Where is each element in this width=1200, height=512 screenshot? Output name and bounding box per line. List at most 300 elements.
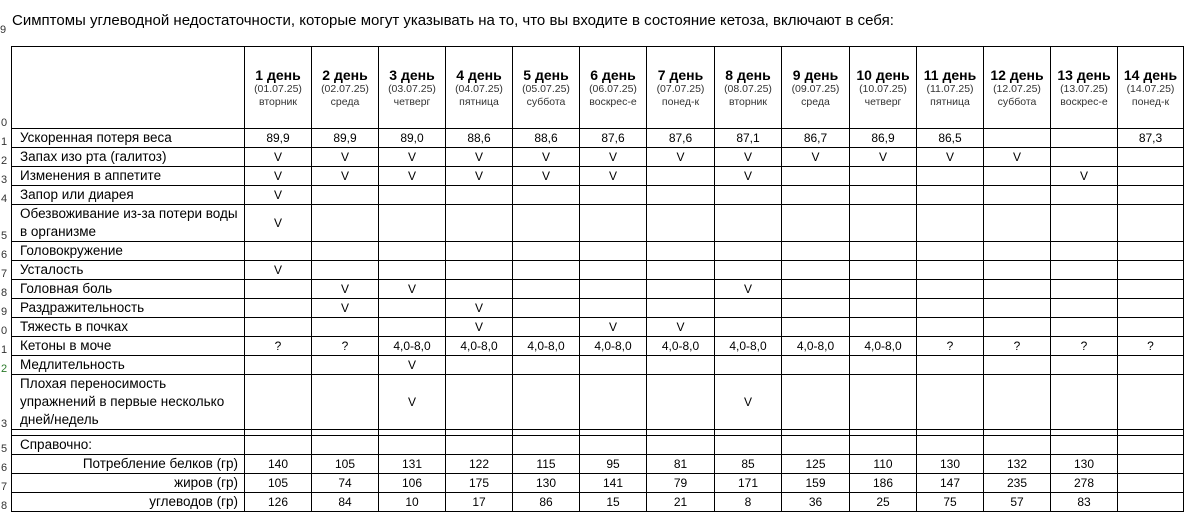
value-cell[interactable]: V xyxy=(513,148,580,167)
value-cell[interactable]: 87,6 xyxy=(647,129,715,148)
value-cell[interactable]: 83 xyxy=(1051,493,1118,512)
value-cell[interactable] xyxy=(1051,299,1118,318)
value-cell[interactable]: 89,0 xyxy=(379,129,446,148)
value-cell[interactable]: V xyxy=(917,148,984,167)
value-cell[interactable]: V xyxy=(312,167,379,186)
value-cell[interactable]: ? xyxy=(1051,337,1118,356)
value-cell[interactable] xyxy=(984,129,1051,148)
row-number: 8 xyxy=(0,493,12,512)
value-cell[interactable] xyxy=(1051,205,1118,242)
value-cell[interactable] xyxy=(1118,186,1184,205)
value-cell[interactable] xyxy=(984,356,1051,375)
value-cell[interactable]: 4,0-8,0 xyxy=(782,337,850,356)
value-cell[interactable]: V xyxy=(379,280,446,299)
value-cell[interactable] xyxy=(312,186,379,205)
value-cell[interactable]: V xyxy=(647,318,715,337)
value-cell[interactable]: 79 xyxy=(647,474,715,493)
value-cell[interactable]: 86,7 xyxy=(782,129,850,148)
day-header-cell[interactable] xyxy=(312,47,379,129)
value-cell[interactable] xyxy=(917,299,984,318)
value-cell[interactable] xyxy=(245,280,312,299)
value-cell[interactable]: 25 xyxy=(850,493,917,512)
day-label: 3 день xyxy=(389,66,435,83)
value-cell[interactable]: V xyxy=(782,148,850,167)
value-cell[interactable] xyxy=(715,261,782,280)
value-cell[interactable] xyxy=(312,261,379,280)
value-cell[interactable] xyxy=(580,280,647,299)
value-cell[interactable]: V xyxy=(312,280,379,299)
value-cell[interactable]: V xyxy=(715,280,782,299)
value-cell[interactable] xyxy=(782,299,850,318)
value-cell[interactable] xyxy=(782,261,850,280)
day-header-cell[interactable] xyxy=(379,47,446,129)
value-cell[interactable] xyxy=(850,318,917,337)
value-cell[interactable]: 4,0-8,0 xyxy=(850,337,917,356)
value-cell[interactable]: V xyxy=(245,167,312,186)
value-cell[interactable] xyxy=(850,280,917,299)
value-cell[interactable] xyxy=(984,299,1051,318)
symptom-label[interactable]: Головокружение xyxy=(12,242,245,261)
day-date: (14.07.25) xyxy=(1126,82,1175,95)
value-cell[interactable] xyxy=(580,299,647,318)
symptom-label[interactable]: Головная боль xyxy=(12,280,245,299)
day-header-cell[interactable] xyxy=(782,47,850,129)
empty-cell[interactable] xyxy=(580,436,647,455)
day-header-cell[interactable] xyxy=(580,47,647,129)
empty-cell[interactable] xyxy=(513,436,580,455)
day-label: 9 день xyxy=(792,66,839,83)
day-label: 7 день xyxy=(657,66,704,83)
day-date: (02.07.25) xyxy=(321,82,369,95)
symptom-label[interactable]: Обезвоживание из-за потери воды в организме xyxy=(12,205,245,242)
value-cell[interactable] xyxy=(647,375,715,430)
value-cell[interactable] xyxy=(984,205,1051,242)
value-cell[interactable]: 4,0-8,0 xyxy=(446,337,513,356)
value-cell[interactable] xyxy=(782,205,850,242)
value-cell[interactable]: V xyxy=(312,148,379,167)
value-cell[interactable]: 132 xyxy=(984,455,1051,474)
value-cell[interactable] xyxy=(513,242,580,261)
value-cell[interactable] xyxy=(1118,280,1184,299)
value-cell[interactable] xyxy=(1051,148,1118,167)
value-cell[interactable]: 75 xyxy=(917,493,984,512)
value-cell[interactable] xyxy=(850,356,917,375)
value-cell[interactable] xyxy=(379,186,446,205)
value-cell[interactable]: V xyxy=(245,205,312,242)
value-cell[interactable]: 130 xyxy=(1051,455,1118,474)
value-cell[interactable] xyxy=(245,356,312,375)
empty-cell[interactable] xyxy=(917,436,984,455)
value-cell[interactable] xyxy=(379,318,446,337)
row-number: 9 xyxy=(0,299,12,318)
value-cell[interactable]: 10 xyxy=(379,493,446,512)
value-cell[interactable]: V xyxy=(379,356,446,375)
day-weekday: воскрес-е xyxy=(1060,95,1108,108)
row-number: 1 xyxy=(0,337,12,356)
value-cell[interactable] xyxy=(850,167,917,186)
value-cell[interactable] xyxy=(312,205,379,242)
day-header-cell[interactable] xyxy=(984,47,1051,129)
value-cell[interactable] xyxy=(580,186,647,205)
value-cell[interactable] xyxy=(513,375,580,430)
empty-cell[interactable] xyxy=(446,436,513,455)
value-cell[interactable] xyxy=(1051,186,1118,205)
value-cell[interactable] xyxy=(715,242,782,261)
symptom-label[interactable]: Запах изо рта (галитоз) xyxy=(12,148,245,167)
reference-row xyxy=(0,455,1184,474)
empty-cell[interactable] xyxy=(1051,436,1118,455)
value-cell[interactable] xyxy=(647,186,715,205)
value-cell[interactable] xyxy=(513,356,580,375)
value-cell[interactable] xyxy=(1118,356,1184,375)
value-cell[interactable]: 159 xyxy=(782,474,850,493)
value-cell[interactable] xyxy=(984,186,1051,205)
value-cell[interactable] xyxy=(245,299,312,318)
day-header-cell[interactable] xyxy=(1051,47,1118,129)
value-cell[interactable] xyxy=(513,299,580,318)
value-cell[interactable]: ? xyxy=(917,337,984,356)
value-cell[interactable]: 57 xyxy=(984,493,1051,512)
value-cell[interactable]: 130 xyxy=(917,455,984,474)
value-cell[interactable] xyxy=(715,318,782,337)
value-cell[interactable] xyxy=(850,375,917,430)
value-cell[interactable] xyxy=(1051,129,1118,148)
value-cell[interactable] xyxy=(1118,493,1184,512)
value-cell[interactable]: ? xyxy=(1118,337,1184,356)
value-cell[interactable]: 85 xyxy=(715,455,782,474)
value-cell[interactable] xyxy=(984,375,1051,430)
value-cell[interactable] xyxy=(850,186,917,205)
empty-cell[interactable] xyxy=(782,436,850,455)
empty-cell[interactable] xyxy=(647,436,715,455)
value-cell[interactable] xyxy=(917,186,984,205)
value-cell[interactable]: 86 xyxy=(513,493,580,512)
day-header-cell[interactable] xyxy=(917,47,984,129)
value-cell[interactable] xyxy=(312,375,379,430)
value-cell[interactable] xyxy=(245,242,312,261)
row-number: 9 xyxy=(0,24,7,36)
value-cell[interactable] xyxy=(312,242,379,261)
symptom-label[interactable]: Изменения в аппетите xyxy=(12,167,245,186)
value-cell[interactable] xyxy=(984,261,1051,280)
symptom-label[interactable]: Усталость xyxy=(12,261,245,280)
value-cell[interactable] xyxy=(446,242,513,261)
value-cell[interactable]: 4,0-8,0 xyxy=(715,337,782,356)
value-cell[interactable]: V xyxy=(580,167,647,186)
value-cell[interactable] xyxy=(917,167,984,186)
value-cell[interactable]: 278 xyxy=(1051,474,1118,493)
value-cell[interactable]: V xyxy=(580,318,647,337)
value-cell[interactable] xyxy=(917,242,984,261)
empty-cell[interactable] xyxy=(715,436,782,455)
value-cell[interactable]: V xyxy=(379,148,446,167)
value-cell[interactable]: ? xyxy=(312,337,379,356)
value-cell[interactable]: V xyxy=(446,318,513,337)
row-number: 7 xyxy=(0,474,12,493)
value-cell[interactable] xyxy=(647,299,715,318)
value-cell[interactable]: 110 xyxy=(850,455,917,474)
value-cell[interactable]: 175 xyxy=(446,474,513,493)
value-cell[interactable] xyxy=(984,242,1051,261)
day-header-cell[interactable] xyxy=(446,47,513,129)
value-cell[interactable]: V xyxy=(446,167,513,186)
value-cell[interactable] xyxy=(580,261,647,280)
value-cell[interactable]: 235 xyxy=(984,474,1051,493)
value-cell[interactable]: V xyxy=(446,148,513,167)
value-cell[interactable]: 87,6 xyxy=(580,129,647,148)
value-cell[interactable] xyxy=(1051,318,1118,337)
value-cell[interactable]: V xyxy=(1051,167,1118,186)
reference-label[interactable]: Потребление белков (гр) xyxy=(12,455,245,474)
value-cell[interactable] xyxy=(312,318,379,337)
empty-cell[interactable] xyxy=(379,436,446,455)
value-cell[interactable]: V xyxy=(580,148,647,167)
day-date: (01.07.25) xyxy=(254,82,302,95)
value-cell[interactable] xyxy=(715,205,782,242)
empty-cell[interactable] xyxy=(984,436,1051,455)
value-cell[interactable] xyxy=(715,356,782,375)
value-cell[interactable]: V xyxy=(245,148,312,167)
day-label: 13 день xyxy=(1057,66,1111,83)
value-cell[interactable]: V xyxy=(715,148,782,167)
value-cell[interactable]: 89,9 xyxy=(245,129,312,148)
day-header-cell[interactable] xyxy=(245,47,312,129)
value-cell[interactable]: 88,6 xyxy=(513,129,580,148)
symptom-label[interactable]: Кетоны в моче xyxy=(12,337,245,356)
value-cell[interactable]: 186 xyxy=(850,474,917,493)
value-cell[interactable]: V xyxy=(647,148,715,167)
header-label-cell[interactable] xyxy=(12,47,245,129)
value-cell[interactable] xyxy=(1051,280,1118,299)
value-cell[interactable] xyxy=(1118,242,1184,261)
value-cell[interactable]: V xyxy=(245,186,312,205)
value-cell[interactable] xyxy=(647,280,715,299)
value-cell[interactable] xyxy=(782,242,850,261)
value-cell[interactable] xyxy=(917,356,984,375)
day-header-cell[interactable] xyxy=(1118,47,1184,129)
value-cell[interactable]: ? xyxy=(245,337,312,356)
value-cell[interactable] xyxy=(1118,261,1184,280)
value-cell[interactable] xyxy=(1118,375,1184,430)
symptom-row xyxy=(0,280,1184,299)
value-cell[interactable] xyxy=(1051,375,1118,430)
empty-cell[interactable] xyxy=(245,436,312,455)
value-cell[interactable] xyxy=(379,261,446,280)
day-header-cell[interactable] xyxy=(850,47,917,129)
value-cell[interactable] xyxy=(647,167,715,186)
symptom-label[interactable]: Плохая переносимость упражнений в первые несколько дней/недель xyxy=(12,375,245,430)
symptom-label[interactable]: Раздражительность xyxy=(12,299,245,318)
day-weekday: пятница xyxy=(930,95,970,108)
value-cell[interactable] xyxy=(850,261,917,280)
value-cell[interactable]: 125 xyxy=(782,455,850,474)
symptom-label[interactable]: Запор или диарея xyxy=(12,186,245,205)
value-cell[interactable] xyxy=(446,261,513,280)
value-cell[interactable]: 105 xyxy=(312,455,379,474)
day-date: (04.07.25) xyxy=(455,82,503,95)
value-cell[interactable]: 4,0-8,0 xyxy=(647,337,715,356)
value-cell[interactable] xyxy=(850,242,917,261)
value-cell[interactable]: 87,3 xyxy=(1118,129,1184,148)
symptom-label[interactable]: Медлительность xyxy=(12,356,245,375)
day-header-cell[interactable] xyxy=(647,47,715,129)
value-cell[interactable] xyxy=(446,356,513,375)
value-cell[interactable]: 4,0-8,0 xyxy=(379,337,446,356)
value-cell[interactable]: 131 xyxy=(379,455,446,474)
value-cell[interactable]: 36 xyxy=(782,493,850,512)
value-cell[interactable] xyxy=(782,375,850,430)
value-cell[interactable] xyxy=(984,318,1051,337)
value-cell[interactable]: V xyxy=(245,261,312,280)
value-cell[interactable] xyxy=(1118,455,1184,474)
value-cell[interactable] xyxy=(1118,148,1184,167)
value-cell[interactable]: 141 xyxy=(580,474,647,493)
value-cell[interactable]: 74 xyxy=(312,474,379,493)
row-number: 8 xyxy=(0,280,12,299)
value-cell[interactable]: 88,6 xyxy=(446,129,513,148)
row-number: 6 xyxy=(0,455,12,474)
value-cell[interactable]: V xyxy=(984,148,1051,167)
value-cell[interactable] xyxy=(379,299,446,318)
value-cell[interactable]: 106 xyxy=(379,474,446,493)
symptom-row xyxy=(0,318,1184,337)
value-cell[interactable]: 115 xyxy=(513,455,580,474)
value-cell[interactable] xyxy=(647,205,715,242)
value-cell[interactable]: 4,0-8,0 xyxy=(513,337,580,356)
value-cell[interactable]: V xyxy=(379,375,446,430)
value-cell[interactable]: 171 xyxy=(715,474,782,493)
value-cell[interactable] xyxy=(984,167,1051,186)
value-cell[interactable]: 8 xyxy=(715,493,782,512)
symptom-label[interactable]: Ускоренная потеря веса xyxy=(12,129,245,148)
value-cell[interactable]: 15 xyxy=(580,493,647,512)
value-cell[interactable]: V xyxy=(715,375,782,430)
value-cell[interactable]: 122 xyxy=(446,455,513,474)
value-cell[interactable]: 87,1 xyxy=(715,129,782,148)
value-cell[interactable]: 126 xyxy=(245,493,312,512)
value-cell[interactable] xyxy=(580,205,647,242)
symptom-label[interactable]: Тяжесть в почках xyxy=(12,318,245,337)
day-date: (06.07.25) xyxy=(589,82,637,95)
value-cell[interactable] xyxy=(917,205,984,242)
value-cell[interactable] xyxy=(513,318,580,337)
value-cell[interactable] xyxy=(1118,318,1184,337)
value-cell[interactable]: V xyxy=(715,167,782,186)
value-cell[interactable]: 4,0-8,0 xyxy=(580,337,647,356)
value-cell[interactable] xyxy=(850,299,917,318)
value-cell[interactable] xyxy=(513,205,580,242)
value-cell[interactable] xyxy=(580,375,647,430)
reference-label[interactable]: жиров (гр) xyxy=(12,474,245,493)
sheet-title[interactable]: Симптомы углеводной недостаточности, которые могут указывать на то, что вы входите в состояние кетоза, включают в себя: xyxy=(12,12,894,29)
value-cell[interactable]: 86,9 xyxy=(850,129,917,148)
value-cell[interactable] xyxy=(1118,205,1184,242)
value-cell[interactable] xyxy=(446,186,513,205)
value-cell[interactable] xyxy=(379,242,446,261)
value-cell[interactable] xyxy=(513,261,580,280)
value-cell[interactable]: 81 xyxy=(647,455,715,474)
symptom-row xyxy=(0,186,1184,205)
empty-cell[interactable] xyxy=(850,436,917,455)
value-cell[interactable] xyxy=(379,205,446,242)
value-cell[interactable] xyxy=(513,280,580,299)
row-number: 0 xyxy=(0,47,12,129)
empty-cell[interactable] xyxy=(312,436,379,455)
reference-heading[interactable]: Справочно: xyxy=(12,436,245,455)
value-cell[interactable]: 130 xyxy=(513,474,580,493)
value-cell[interactable] xyxy=(1118,167,1184,186)
value-cell[interactable] xyxy=(917,261,984,280)
value-cell[interactable] xyxy=(446,205,513,242)
value-cell[interactable] xyxy=(782,356,850,375)
value-cell[interactable] xyxy=(245,375,312,430)
value-cell[interactable]: 89,9 xyxy=(312,129,379,148)
day-header-cell[interactable] xyxy=(715,47,782,129)
value-cell[interactable]: V xyxy=(513,167,580,186)
value-cell[interactable] xyxy=(850,205,917,242)
empty-cell[interactable] xyxy=(1118,436,1184,455)
value-cell[interactable] xyxy=(917,280,984,299)
value-cell[interactable]: ? xyxy=(984,337,1051,356)
value-cell[interactable] xyxy=(715,299,782,318)
day-header-cell[interactable] xyxy=(513,47,580,129)
value-cell[interactable] xyxy=(245,318,312,337)
value-cell[interactable] xyxy=(647,261,715,280)
value-cell[interactable] xyxy=(647,242,715,261)
value-cell[interactable] xyxy=(984,280,1051,299)
value-cell[interactable] xyxy=(917,375,984,430)
day-weekday: воскрес-е xyxy=(589,95,637,108)
value-cell[interactable]: V xyxy=(379,167,446,186)
value-cell[interactable] xyxy=(1118,299,1184,318)
day-weekday: пятница xyxy=(459,95,499,108)
value-cell[interactable]: V xyxy=(312,299,379,318)
day-weekday: понед-к xyxy=(661,95,700,108)
value-cell[interactable] xyxy=(647,356,715,375)
value-cell[interactable] xyxy=(715,186,782,205)
value-cell[interactable] xyxy=(1051,242,1118,261)
value-cell[interactable] xyxy=(1051,356,1118,375)
reference-label[interactable]: углеводов (гр) xyxy=(12,493,245,512)
value-cell[interactable]: V xyxy=(850,148,917,167)
value-cell[interactable]: 86,5 xyxy=(917,129,984,148)
value-cell[interactable]: 105 xyxy=(245,474,312,493)
value-cell[interactable] xyxy=(1051,261,1118,280)
value-cell[interactable] xyxy=(782,186,850,205)
value-cell[interactable] xyxy=(580,356,647,375)
value-cell[interactable] xyxy=(917,318,984,337)
value-cell[interactable]: V xyxy=(446,299,513,318)
value-cell[interactable]: 95 xyxy=(580,455,647,474)
value-cell[interactable]: 140 xyxy=(245,455,312,474)
value-cell[interactable] xyxy=(513,186,580,205)
value-cell[interactable]: 84 xyxy=(312,493,379,512)
value-cell[interactable] xyxy=(446,375,513,430)
symptom-table xyxy=(0,46,1184,512)
value-cell[interactable]: 147 xyxy=(917,474,984,493)
value-cell[interactable] xyxy=(446,280,513,299)
day-date: (07.07.25) xyxy=(656,82,705,95)
value-cell[interactable]: 17 xyxy=(446,493,513,512)
value-cell[interactable] xyxy=(312,356,379,375)
value-cell[interactable]: 21 xyxy=(647,493,715,512)
row-number: 3 xyxy=(0,167,12,186)
value-cell[interactable] xyxy=(782,167,850,186)
value-cell[interactable] xyxy=(782,318,850,337)
value-cell[interactable] xyxy=(782,280,850,299)
value-cell[interactable] xyxy=(580,242,647,261)
symptom-row xyxy=(0,167,1184,186)
